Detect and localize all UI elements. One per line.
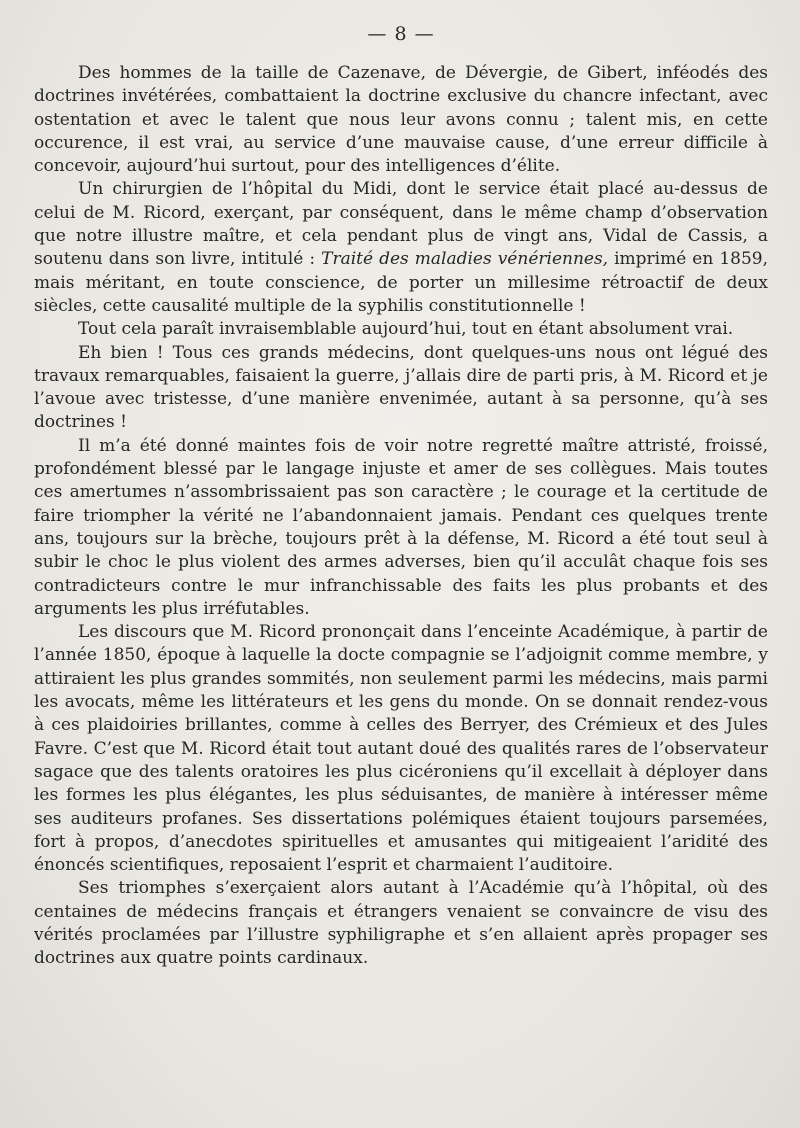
paragraph-2-before-title: Un chirurgien de l’hôpital du Midi, dont le service était placé au-dessus de celui de M. Ricord, exerçant, par conséquent, dans le même champ d’observation que notre illustre maître, et cela pendant plus de vingt ans, Vidal de Cassis, a soutenu dans son livre, intitulé : (34, 179, 768, 270)
paragraph-6: Les discours que M. Ricord prononçait dans l’enceinte Académique, à partir de l’année 1850, époque à laquelle la docte compagnie se l’adjoignit comme membre, y attiraient les plus grandes sommités, non seulement parmi les médecins, mais parmi les avocats, même les littérateurs et les gens du monde. On se donnait rendez-vous à ces plaidoiries brillantes, comme à celles des Berryer, des Crémieux et des Jules Favre. C’est que M. Ricord était tout autant doué des qualités rares de l’observateur sagace que des talents oratoires les plus cicéroniens qu’il excellait à déployer dans les formes les plus élégantes, les plus séduisantes, de manière à intéresser même ses auditeurs profanes. Ses dissertations polémiques étaient toujours parsemées, fort à propos, d’anecdotes spirituelles et amusantes qui mitigeaient l’aridité des énoncés scientifiques, reposaient l’esprit et charmaient l’auditoire. (34, 622, 768, 876)
page-number: — 8 — (367, 23, 435, 45)
paragraph-7: Ses triomphes s’exerçaient alors autant à l’Académie qu’à l’hôpital, où des centaines de médecins français et étrangers venaient se convaincre de visu des vérités proclamées par l’illustre syphiligraphe et s’en allaient après propager ses doctrines aux quatre points cardinaux. (34, 878, 768, 969)
paragraph-3: Tout cela paraît invraisemblable aujourd’hui, tout en étant absolument vrai. (78, 319, 734, 340)
paragraph-2-after-title: imprimé en 1859, mais méritant, en toute conscience, de porter un millesime rétroactif de deux siècles, cette causalité multiple de la syphilis constitutionnelle ! (34, 249, 769, 316)
paragraph-1: Des hommes de la taille de Cazenave, de Dévergie, de Gibert, inféodés des doctrines invétérées, combattaient la doctrine exclusive du chancre infectant, avec ostentation et avec le talent que nous leur avons connu ; talent mis, en cette occurence, il est vrai, au service d’une mauvaise cause, d’une erreur difficile à concevoir, aujourd’hui surtout, pour des intelligences d’élite. (34, 63, 768, 177)
paragraph-2 (34, 178, 768, 318)
book-title: Traité des maladies vénériennes, (321, 249, 609, 270)
paragraph-4: Eh bien ! Tous ces grands médecins, dont quelques-uns nous ont légué des travaux remarquables, faisaient la guerre, j’allais dire de parti pris, à M. Ricord et je l’avoue avec tristesse, d’une manière envenimée, autant à sa personne, qu’à ses doctrines ! (34, 342, 768, 433)
paragraph-5: Il m’a été donné maintes fois de voir notre regretté maître attristé, froissé, profondément blessé par le langage injuste et amer de ses collègues. Mais toutes ces amertumes n’assombrissaient pas son caractère ; le courage et la certitude de faire triompher la vérité ne l’abandonnaient jamais. Pendant ces quelques trente ans, toujours sur la brèche, toujours prêt à la défense, M. Ricord a été tout seul à subir le choc le plus violent des armes adverses, bien qu’il acculât chaque fois ses contradicteurs contre le mur infranchissable des faits les plus probants et des arguments les plus irréfutables. (34, 435, 768, 619)
